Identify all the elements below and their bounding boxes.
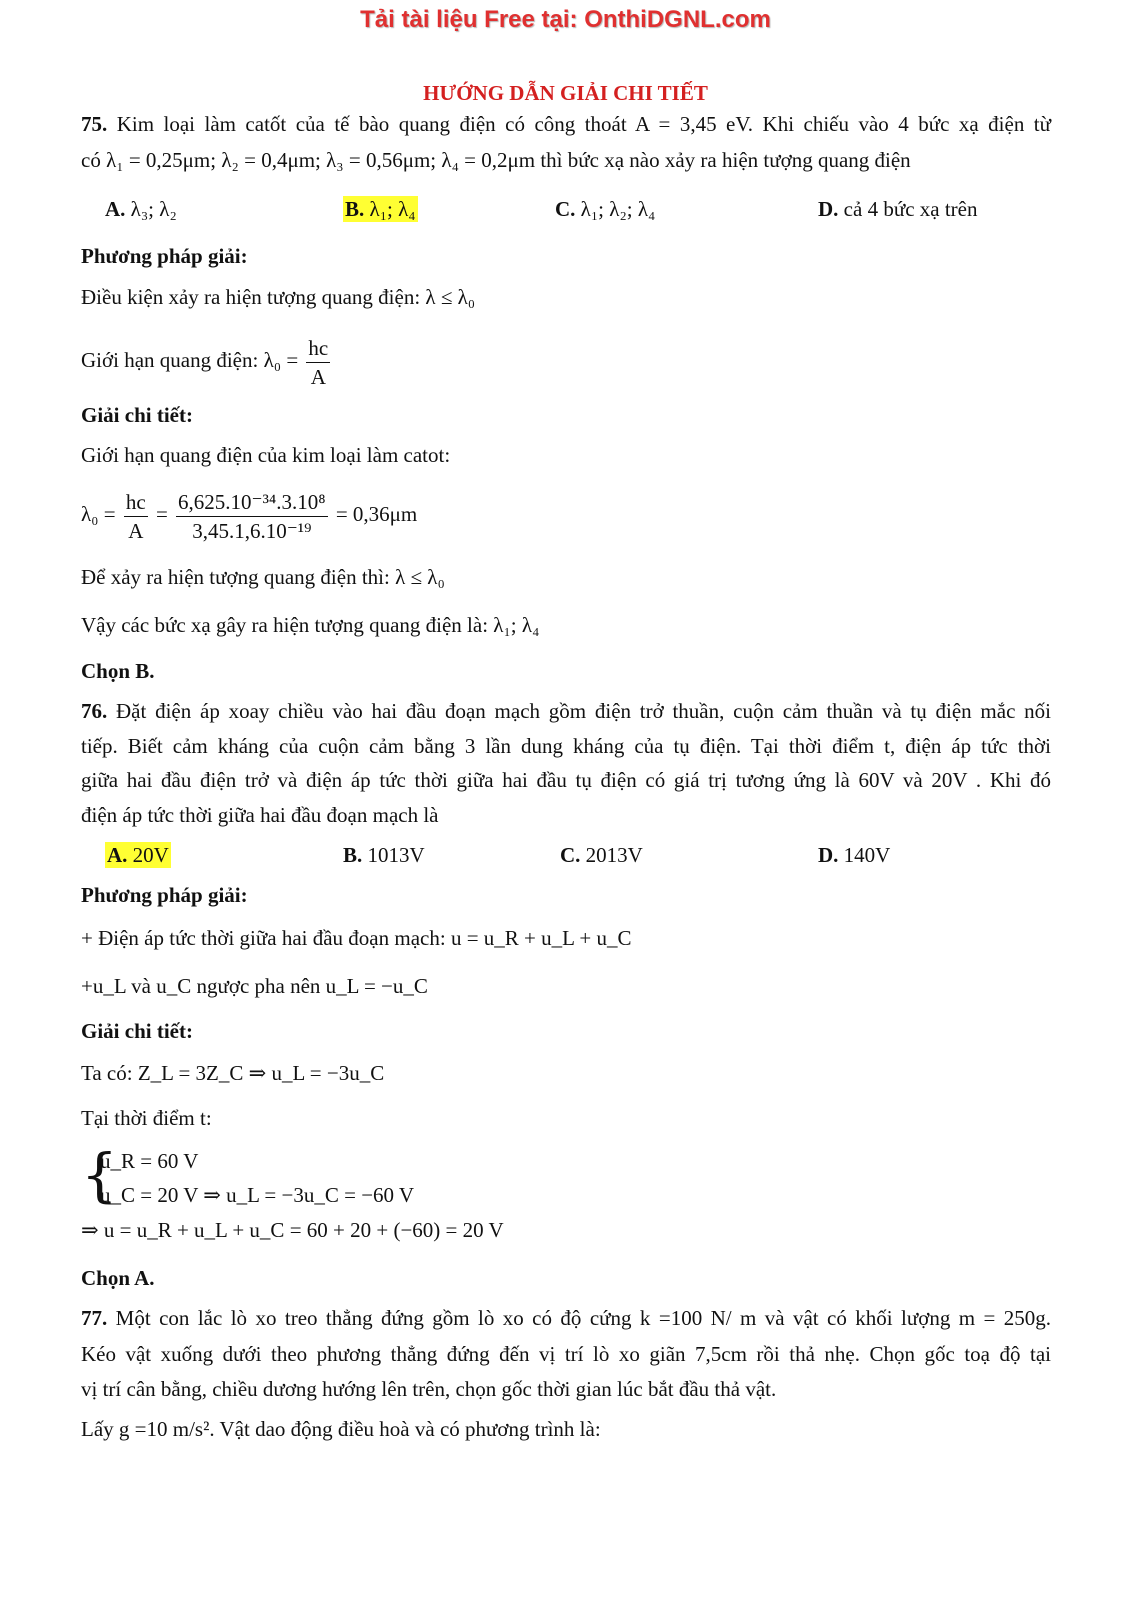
q76-detail-line-1: Ta có: Z_L = 3Z_C ⇒ u_L = −3u_C <box>81 1061 385 1085</box>
q76-option-d <box>818 842 890 868</box>
q75-calc-hc-denominator: A <box>128 518 144 543</box>
q75-option-c <box>555 196 655 222</box>
q76-answer: Chọn A. <box>81 1266 155 1290</box>
q75-option-b-key: B. <box>345 197 365 221</box>
q77-stem-text-1: Một con lắc lò xo treo thẳng đứng gồm lò xo có độ cứng k =100 N/ m và vật có khối lượng m = 250g. <box>115 1306 1052 1330</box>
q76-option-a <box>105 842 171 868</box>
q76-option-a-highlight <box>105 842 171 868</box>
q75-detail-line-1: Giới hạn quang điện của kim loại làm catot: <box>81 443 451 467</box>
q76-stem-line-3: giữa hai đầu điện trở và điện áp tức thời giữa hai đầu tụ điện có giá trị tương ứng là 60V và 20V . Khi đó <box>81 768 1051 792</box>
q76-system-line-2: u_C = 20 V ⇒ u_L = −3u_C = −60 V <box>100 1183 415 1207</box>
q75-answer: Chọn B. <box>81 659 155 683</box>
q76-method-line-1: + Điện áp tức thời giữa hai đầu đoạn mạch: u = u_R + u_L + u_C <box>81 926 632 950</box>
q75-method-label: Phương pháp giải: <box>81 244 248 268</box>
q76-option-c <box>560 842 643 868</box>
q75-option-a-text: λ₃; λ₂ <box>130 197 177 221</box>
q76-detail-line-2: Tại thời điểm t: <box>81 1106 212 1130</box>
q75-calc-result: = 0,36μm <box>335 502 418 526</box>
q75-calc-hc-numerator: hc <box>124 488 148 517</box>
q75-stem-line-1 <box>81 111 1051 137</box>
q75-option-b <box>343 196 418 222</box>
q75-detail-label: Giải chi tiết: <box>81 403 193 427</box>
q76-option-b-text: 1013V <box>367 843 425 867</box>
q76-option-d-key: D. <box>818 843 839 867</box>
q75-detail-line-2: Để xảy ra hiện tượng quang điện thì: λ ≤ λ₀ <box>81 565 445 589</box>
q76-option-c-key: C. <box>560 843 581 867</box>
q76-system-line-1: u_R = 60 V <box>100 1149 199 1173</box>
q76-stem-line-1 <box>81 698 1051 724</box>
q76-system-line-3: ⇒ u = u_R + u_L + u_C = 60 + 20 + (−60) = 20 V <box>81 1218 504 1242</box>
q76-option-b-key: B. <box>343 843 363 867</box>
q75-option-b-highlight <box>343 196 418 222</box>
q76-option-c-text: 2013V <box>585 843 643 867</box>
q77-stem-line-4: Lấy g =10 m/s². Vật dao động điều hoà và có phương trình là: <box>81 1417 601 1441</box>
source-banner: Tải tài liệu Free tại: OnthiDGNL.com <box>360 6 771 33</box>
q75-calc-values-numerator: 6,625.10⁻³⁴.3.10⁸ <box>176 488 328 517</box>
q77-stem-line-3: vị trí cân bằng, chiều dương hướng lên trên, chọn gốc thời gian lúc bắt đầu thả vật. <box>81 1377 777 1401</box>
q77-number: 77. <box>81 1306 108 1330</box>
q75-method-line-1: Điều kiện xảy ra hiện tượng quang điện: λ ≤ λ₀ <box>81 285 476 309</box>
q76-option-a-text: 20V <box>132 843 169 867</box>
q75-option-d-text: cả 4 bức xạ trên <box>843 197 978 221</box>
q76-option-a-key: A. <box>107 843 128 867</box>
section-heading: HƯỚNG DẪN GIẢI CHI TIẾT <box>423 81 708 105</box>
q76-option-d-text: 140V <box>843 843 891 867</box>
q75-method-line-2 <box>81 330 333 391</box>
q75-calc-fraction-values <box>176 488 328 545</box>
q75-calc-values-denominator: 3,45.1,6.10⁻¹⁹ <box>192 518 312 543</box>
q75-calc-lhs: λ₀ = <box>81 502 116 526</box>
q75-detail-line-3: Vậy các bức xạ gây ra hiện tượng quang điện là: λ₁; λ₄ <box>81 613 540 637</box>
q75-calculation <box>81 484 417 545</box>
q75-option-d <box>818 196 978 222</box>
q75-option-c-text: λ₁; λ₂; λ₄ <box>580 197 656 221</box>
q76-detail-label: Giải chi tiết: <box>81 1019 193 1043</box>
q75-calc-fraction-hc <box>124 488 148 545</box>
q76-method-line-2: +u_L và u_C ngược pha nên u_L = −u_C <box>81 974 428 998</box>
q75-option-a <box>105 196 177 222</box>
q75-stem-text-1: Kim loại làm catốt của tế bào quang điện có công thoát A = 3,45 eV. Khi chiếu vào 4 bức xạ điện từ <box>116 112 1051 136</box>
q75-limit-fraction-numerator: hc <box>306 334 330 363</box>
q76-stem-line-2: tiếp. Biết cảm kháng của cuộn cảm bằng 3 lần dung kháng của tụ điện. Tại thời điểm t, điện áp tức thời <box>81 734 1051 758</box>
q75-calc-equals: = <box>155 502 168 526</box>
q75-number: 75. <box>81 112 108 136</box>
q75-option-d-key: D. <box>818 197 839 221</box>
q77-stem-line-1 <box>81 1305 1051 1331</box>
q75-option-c-key: C. <box>555 197 576 221</box>
system-brace-icon: { <box>81 1141 118 1209</box>
q75-limit-fraction-denominator: A <box>310 364 326 389</box>
q76-number: 76. <box>81 699 108 723</box>
q76-option-b <box>343 842 425 868</box>
q76-stem-text-1: Đặt điện áp xoay chiều vào hai đầu đoạn mạch gồm điện trở thuần, cuộn cảm thuần và tụ điện mắc nối <box>116 699 1052 723</box>
q76-stem-line-4: điện áp tức thời giữa hai đầu đoạn mạch là <box>81 803 439 827</box>
q75-option-b-text: λ₁; λ₄ <box>369 197 416 221</box>
q75-stem-line-2: có λ₁ = 0,25μm; λ₂ = 0,4μm; λ₃ = 0,56μm; λ₄ = 0,2μm thì bức xạ nào xảy ra hiện tượng quang điện <box>81 148 911 172</box>
q75-method-line-2-prefix: Giới hạn quang điện: λ₀ = <box>81 348 299 372</box>
q75-option-a-key: A. <box>105 197 126 221</box>
q77-stem-line-2: Kéo vật xuống dưới theo phương thẳng đứng đến vị trí lò xo giãn 7,5cm rồi thả nhẹ. Chọn gốc toạ độ tại <box>81 1342 1051 1366</box>
q76-method-label: Phương pháp giải: <box>81 883 248 907</box>
q75-limit-fraction <box>306 334 330 391</box>
